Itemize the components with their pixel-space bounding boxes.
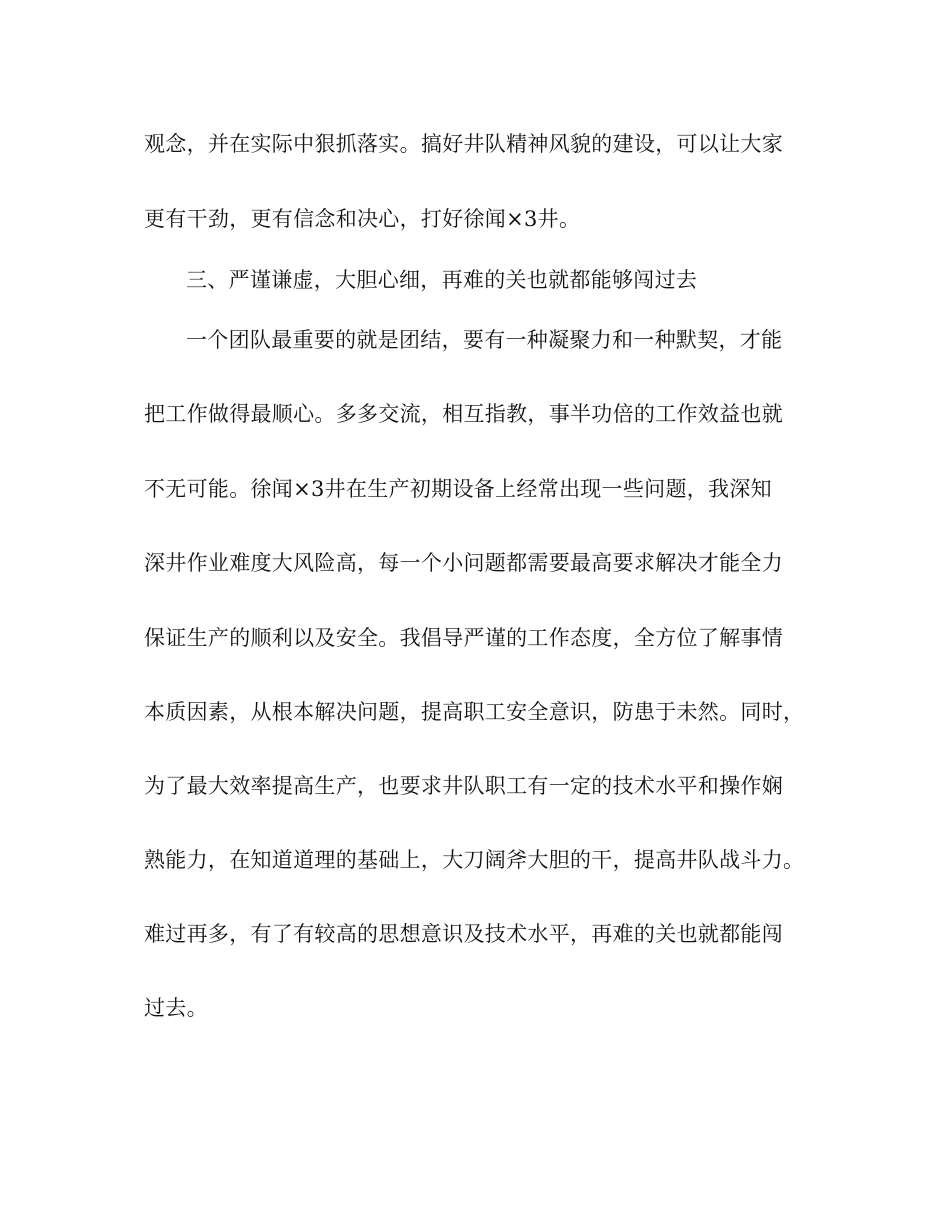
body-text-line: 更有干劲，更有信念和决心，打好徐闻×3井。 xyxy=(144,207,581,231)
paragraph-first-line: 一个团队最重要的就是团结，要有一种凝聚力和一种默契，才能 xyxy=(186,328,783,352)
body-text-line: 难过再多，有了有较高的思想意识及技术水平，再难的关也就都能闯 xyxy=(144,922,783,946)
body-text-line: 把工作做得最顺心。多多交流，相互指教，事半功倍的工作效益也就 xyxy=(144,402,783,426)
body-text-line: 为了最大效率提高生产，也要求井队职工有一定的技术水平和操作娴 xyxy=(144,774,783,798)
body-text-line: 过去。 xyxy=(144,996,208,1020)
body-text-line: 不无可能。徐闻×3井在生产初期设备上经常出现一些问题，我深知 xyxy=(144,477,772,501)
body-text-line: 保证生产的顺利以及安全。我倡导严谨的工作态度，全方位了解事情 xyxy=(144,626,783,650)
body-text-line: 观念，并在实际中狠抓落实。搞好井队精神风貌的建设，可以让大家 xyxy=(144,132,783,156)
body-text-line: 深井作业难度大风险高，每一个小问题都需要最高要求解决才能全力 xyxy=(144,551,783,575)
body-text-line: 熟能力，在知道道理的基础上，大刀阔斧大胆的干，提高井队战斗力。 xyxy=(144,848,805,872)
body-text-line: 本质因素，从根本解决问题，提高职工安全意识，防患于未然。同时， xyxy=(144,700,805,724)
section-heading: 三、严谨谦虚，大胆心细，再难的关也就都能够闯过去 xyxy=(186,268,698,292)
